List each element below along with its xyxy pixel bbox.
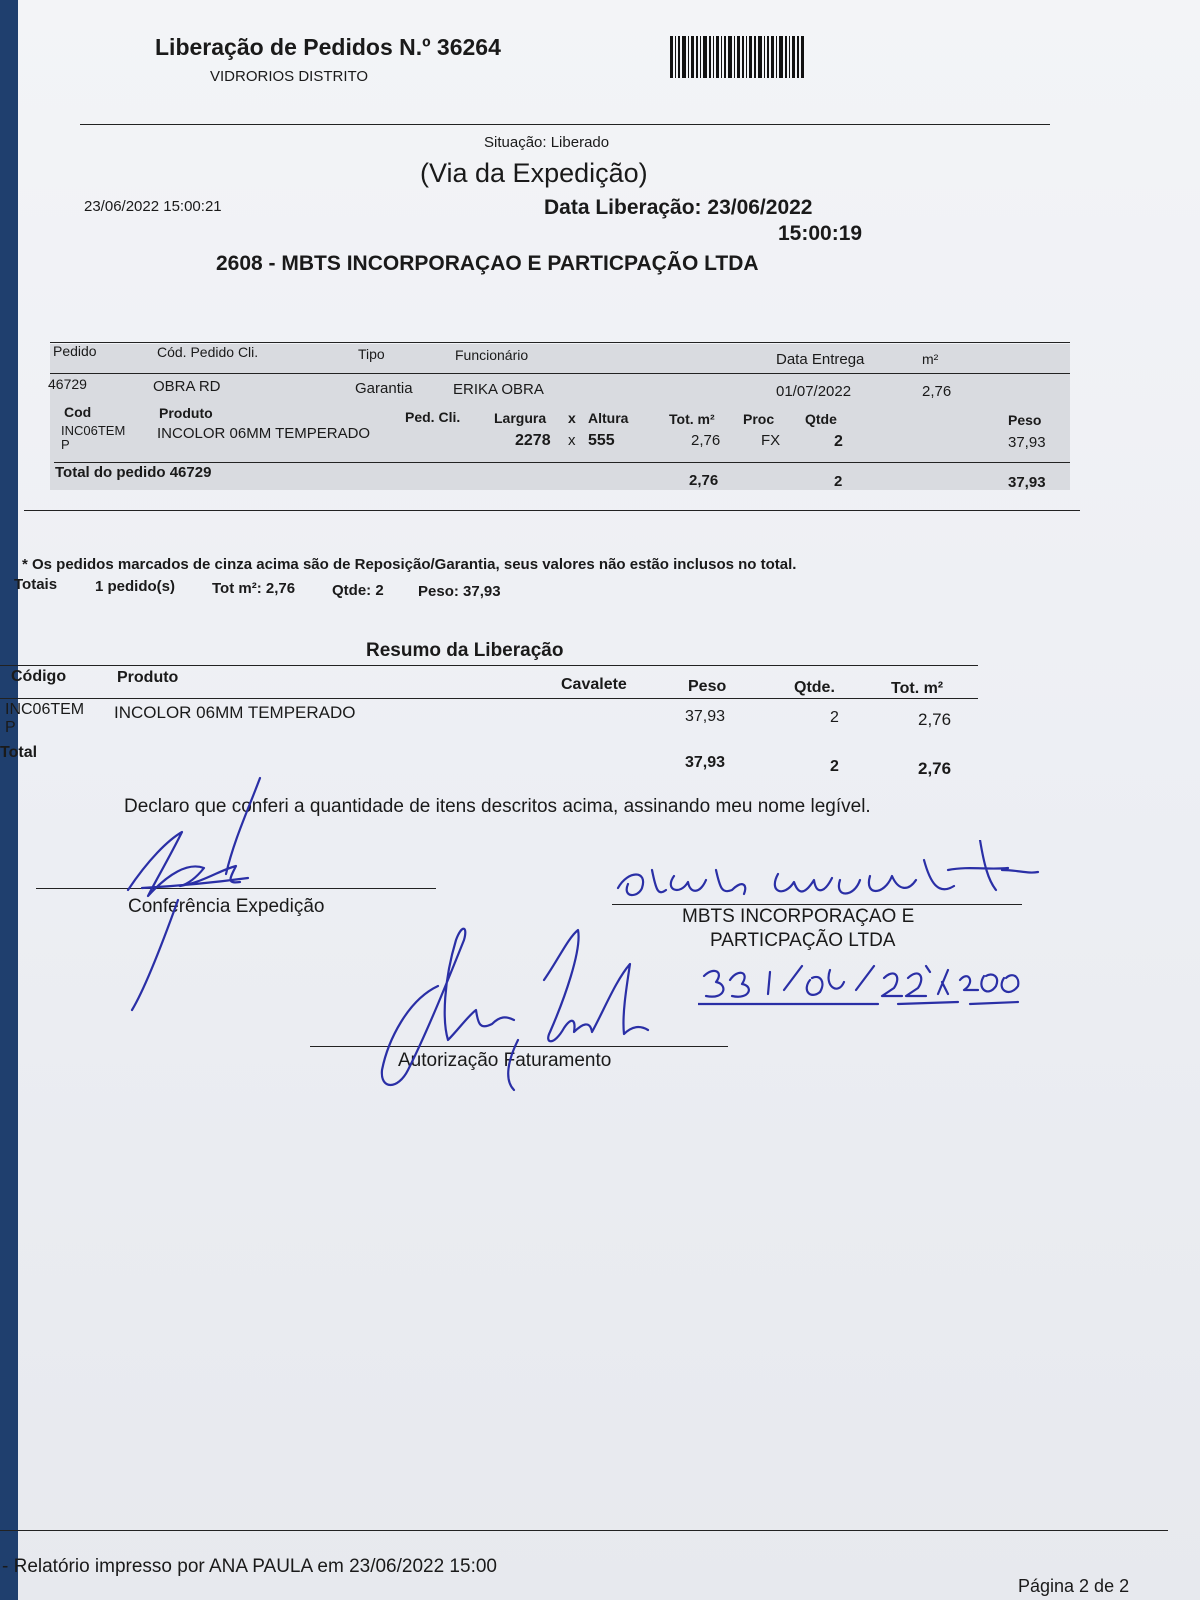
item-altura: 555: [588, 432, 615, 449]
item-largura: 2278: [515, 432, 551, 449]
via-label: (Via da Expedição): [420, 158, 648, 188]
item-col-largura: Largura: [494, 410, 547, 426]
summary-total-tot-m2: 2,76: [918, 759, 952, 778]
autorizacao-label: Autorização Faturamento: [398, 1050, 612, 1071]
item-col-cod: Cod: [64, 404, 92, 420]
item-cod-line1: INC06TEM: [61, 423, 126, 438]
totais-m2: Tot m²: 2,76: [212, 580, 296, 597]
value-pedido: 46729: [48, 376, 87, 392]
summary-col-tot-m2: Tot. m²: [891, 680, 944, 697]
conferencia-signature: [108, 770, 308, 1030]
summary-total-label: Total: [0, 744, 38, 761]
warranty-note: * Os pedidos marcados de cinza acima são de Reposição/Garantia, seus valores não estão inclusos no total.: [22, 556, 797, 573]
summary-col-codigo: Código: [11, 668, 67, 685]
situacao: Situação: Liberado: [484, 134, 610, 151]
item-col-ped-cli: Ped. Cli.: [405, 409, 461, 425]
summary-produto: INCOLOR 06MM TEMPERADO: [114, 703, 356, 722]
order-total-peso: 37,93: [1008, 474, 1046, 491]
col-pedido: Pedido: [53, 343, 97, 359]
item-peso: 37,93: [1008, 434, 1046, 451]
summary-header-rule: [0, 698, 978, 699]
document-title: Liberação de Pedidos N.º 36264: [155, 34, 501, 60]
summary-col-produto: Produto: [117, 669, 179, 686]
handwritten-date: [698, 960, 1038, 1010]
order-top-rule: [50, 342, 1070, 343]
value-funcionario: ERIKA OBRA: [453, 381, 544, 398]
company-line1: MBTS INCORPORAÇAO E: [682, 906, 915, 927]
company-name: VIDRORIOS DISTRITO: [210, 68, 369, 85]
printed-by: - Relatório impresso por ANA PAULA em 23/06/2022 15:00: [2, 1556, 497, 1577]
item-col-proc: Proc: [743, 411, 775, 427]
col-data-entrega: Data Entrega: [776, 351, 865, 368]
order-total-m2: 2,76: [689, 472, 719, 489]
item-col-altura: Altura: [588, 410, 629, 426]
order-total-rule: [54, 462, 1070, 463]
col-funcionario: Funcionário: [455, 347, 529, 363]
declaration-text: Declaro que conferi a quantidade de itens descritos acima, assinando meu nome legível.: [124, 796, 871, 817]
summary-col-qtde: Qtde.: [794, 679, 835, 696]
item-tot-m2: 2,76: [691, 432, 721, 449]
order-total-qtde: 2: [834, 473, 843, 490]
autorizacao-signature: [368, 920, 668, 1100]
order-total-label: Total do pedido 46729: [55, 464, 212, 481]
header-divider: [80, 124, 1050, 125]
footer-rule: [0, 1530, 1168, 1531]
barcode: [670, 36, 838, 78]
totais-pedidos: 1 pedido(s): [95, 578, 176, 595]
summary-col-peso: Peso: [688, 678, 727, 695]
totais-qtde: Qtde: 2: [332, 582, 384, 599]
summary-tot-m2: 2,76: [918, 710, 952, 729]
item-proc: FX: [761, 432, 781, 449]
data-liberacao: Data Liberação: 23/06/2022: [544, 196, 813, 219]
conferencia-label: Conferência Expedição: [128, 896, 325, 917]
summary-codigo-line2: P: [5, 719, 16, 736]
col-m2: m²: [922, 351, 939, 367]
order-header-rule: [50, 373, 1070, 374]
summary-col-cavalete: Cavalete: [561, 676, 627, 693]
company-signature: [608, 840, 1048, 920]
item-col-peso: Peso: [1008, 412, 1042, 428]
item-col-produto: Produto: [159, 405, 213, 421]
summary-qtde: 2: [830, 709, 839, 726]
item-col-x: x: [568, 410, 576, 426]
summary-top-rule: [0, 665, 978, 666]
order-bottom-rule: [24, 510, 1080, 511]
summary-codigo-line1: INC06TEM: [5, 701, 85, 718]
item-col-tot-m2: Tot. m²: [669, 411, 715, 427]
hora-liberacao: 15:00:19: [778, 222, 863, 245]
item-col-qtde: Qtde: [805, 411, 837, 427]
item-x: x: [568, 432, 576, 449]
totais-label: Totais: [14, 576, 58, 593]
summary-total-qtde: 2: [830, 758, 839, 775]
summary-total-peso: 37,93: [685, 754, 726, 771]
col-cod-pedido-cli: Cód. Pedido Cli.: [157, 344, 259, 360]
client-name: 2608 - MBTS INCORPORAÇAO E PARTICPAÇÃO LTDA: [216, 252, 759, 275]
page-number: Página 2 de 2: [1018, 1576, 1130, 1596]
company-line2: PARTICPAÇÃO LTDA: [710, 930, 896, 951]
print-timestamp: 23/06/2022 15:00:21: [84, 198, 222, 215]
totais-peso: Peso: 37,93: [418, 583, 501, 600]
value-data-entrega: 01/07/2022: [776, 383, 852, 400]
item-cod-line2: P: [61, 437, 70, 452]
summary-title: Resumo da Liberação: [366, 640, 564, 661]
value-cod-pedido-cli: OBRA RD: [153, 378, 221, 395]
value-m2: 2,76: [922, 383, 952, 400]
value-tipo: Garantia: [355, 380, 413, 397]
summary-peso: 37,93: [685, 708, 726, 725]
item-qtde: 2: [834, 433, 843, 450]
item-produto: INCOLOR 06MM TEMPERADO: [157, 425, 371, 442]
col-tipo: Tipo: [358, 346, 385, 362]
